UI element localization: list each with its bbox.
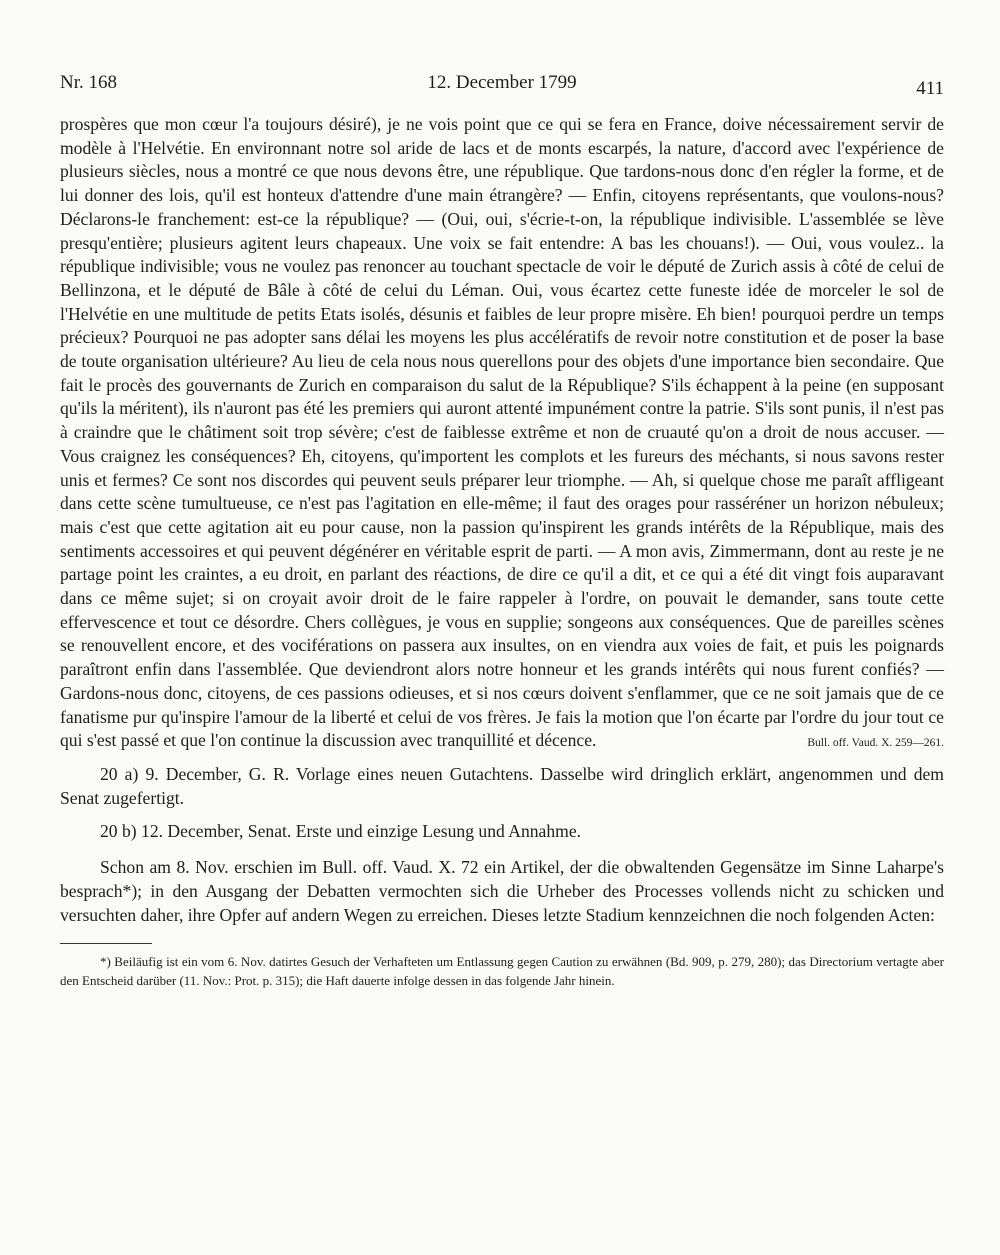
commentary-paragraph: Schon am 8. Nov. erschien im Bull. off. Vaud. X. 72 ein Artikel, der die obwaltenden Gegensätze im Sinne Laharpe's besprach*); in den Ausgang der Debatten vermochten sich die Urheber des Processes vollends nicht zu schicken und versuchten daher, ihre Opfer auf andern Wegen zu erreichen. Dieses letzte Stadium kennzeichnen die noch folgenden Acten: <box>60 857 944 925</box>
page-number: 411 <box>916 78 944 99</box>
document-number: Nr. 168 <box>60 72 117 93</box>
footnote: *) Beiläufig ist ein vom 6. Nov. datirtes Gesuch der Verhafteten um Entlassung gegen Caution zu erwähnen (Bd. 909, p. 279, 280); das Directorium vertagte aber den Entscheid darüber (11. Nov.: Prot. p. 315); die Haft dauerte infolge dessen in das folgende Jahr hinein. <box>60 954 944 989</box>
document-date: 12. December 1799 <box>427 72 577 93</box>
page-body <box>60 113 944 990</box>
speech-text-content: prospères que mon cœur l'a toujours désiré), je ne vois point que ce qui se fera en France, doive nécessairement servir de modèle à l'Helvétie. En environnant notre sol aride de lacs et de monts escarpés, la nature, d'accord avec l'expérience de plusieurs siècles, nous a montré ce que nous devons être, une république. Que tardons-nous donc d'en régler la forme, et de lui donner des lois, qu'il est honteux d'attendre d'une main étrangère? — Enfin, citoyens représentants, que voulons-nous? Déclarons-le franchement: est-ce la république? — (Oui, oui, s'écrie-t-on, la république indivisible. L'assemblée se lève presqu'entière; plusieurs agitent leurs chapeaux. Une voix se fait entendre: A bas les chouans!). — Oui, vous voulez.. la république indivisible; vous ne voulez pas renoncer au touchant spectacle de voir le député de Zurich assis à côté de celui de Bellinzona, et le député de Bâle à côté de celui du Léman. Oui, vous écartez cette funeste idée de morceler le sol de l'Helvétie en une multitude de petits Etats isolés, désunis et faibles de leur propre misère. Eh bien! pourquoi perdre un temps précieux? Pourquoi ne pas adopter sans délai les moyens les plus accélératifs de revoir notre constitution et de poser la base de toute organisation ultérieure? Au lieu de cela nous nous querellons pour des objets d'une importance bien secondaire. Que fait le procès des gouvernants de Zurich en comparaison du salut de la République? S'ils échappent à la peine (en supposant qu'ils la méritent), ils n'auront pas été les premiers qui auront attenté impunément contre la patrie. S'ils sont punis, il n'est pas à craindre que le châtiment soit trop sévère; c'est de faiblesse extrême et non de cruauté qu'on a droit de nous accuser. — Vous craignez les conséquences? Eh, citoyens, qu'importent les complots et les fureurs des méchants, si nous savons rester unis et fermes? Ce sont nos discordes qui peuvent seuls préparer leur triomphe. — Ah, si quelque chose me paraît affligeant dans cette scène tumultueuse, ce n'est pas l'agitation en elle-même; il faut des orages pour rasséréner un horizon nébuleux; mais c'est que cette agitation ait eu pour cause, non la passion qu'inspirent les grands intérêts de la République, mais des sentiments accessoires et qui peuvent dégénérer en véritable esprit de parti. — A mon avis, Zimmermann, dont au reste je ne partage point les craintes, a eu droit, en parlant des réactions, de dire ce qu'il a dit, et ce qui a été dit vingt fois auparavant dans ce même sujet; si on croyait avoir droit de le faire rappeler à l'ordre, on pouvait le demander, sans toute cette effervescence et tout ce désordre. Chers collègues, je vous en supplie; songeons aux conséquences. Que de pareilles scènes se renouvellent encore, et des vociférations on passera aux insultes, on en viendra aux voies de fait, et puis les poignards paraîtront enfin dans l'assemblée. Que deviendront alors notre honneur et les grands intérêts qui nous furent confiés? — Gardons-nous donc, citoyens, de ces passions odieuses, et si nos cœurs doivent s'enflammer, que ce ne soit jamais que de ce fanatisme pur qu'inspire l'amour de la liberté et celui de vos frères. Je fais la motion que l'on écarte par l'ordre du jour tout ce qui s'est passé et que l'on continue la discussion avec tranquillité et décence. <box>60 114 944 751</box>
source-reference: Bull. off. Vaud. X. 259—261. <box>807 737 944 750</box>
speech-text <box>60 113 944 753</box>
entry-20b: 20 b) 12. December, Senat. Erste und einzige Lesung und Annahme. <box>100 821 582 842</box>
entry-20a: 20 a) 9. December, G. R. Vorlage eines neuen Gutachtens. Dasselbe wird dringlich erklärt, angenommen und dem Senat zugefertigt. <box>60 763 944 808</box>
footnote-divider <box>60 943 152 944</box>
page-header <box>60 72 944 102</box>
